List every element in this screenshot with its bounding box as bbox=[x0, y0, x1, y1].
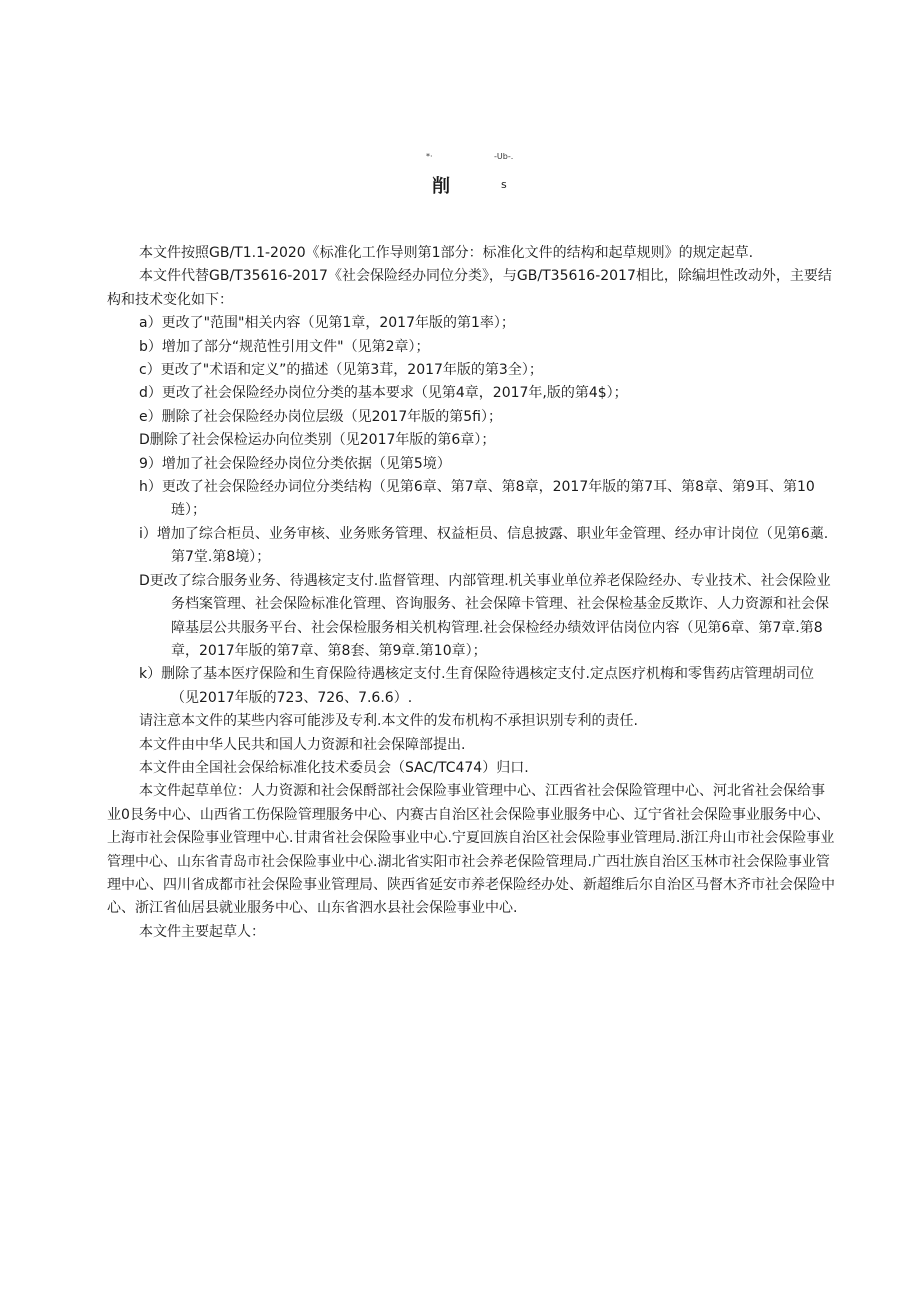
list-item: c）更改了"术语和定义”的描述（见第3茸，2017年版的第3全）； bbox=[139, 362, 543, 379]
header-mark-left: *· bbox=[426, 152, 433, 161]
header-marks bbox=[0, 152, 920, 168]
drafting-units: 本文件起草单位：人力资源和社会保酹部社会保险事业管理中心、江西省社会保险管理中心、河北省社会保给事业0艮务中心、山西省工伤保险管理服务中心、内赛古自治区社会保险事业服务中心、辽宁省社会保险事业服务中心、上海市社会保险事业管理中心.甘肃省社会保险事业中心.宁夏回族自治区社会保险事业管理局.浙江舟山市社会保险事业管理中心、山东省青岛市社会保险事业中心.湖北省实阳市社会养老保险管理局.广西壮族自治区玉林市社会保险事业管理中心、四川省成都市社会保险事业管理局、陕西省延安市养老保险经办处、新超维后尔自治区马督木齐市社会保险中心、浙江省仙居县就业服务中心、山东省泗水县社会保险事业中心. bbox=[107, 783, 835, 917]
title-suffix: s bbox=[501, 178, 507, 191]
proposer-statement: 本文件由中华人民共和国人力资源和社会保障部提出. bbox=[139, 736, 466, 753]
intro-paragraph-2: 本文件代替GB/T35616-2017《社会保险经办同位分类》，与GB/T35616-2017相比，除编坦性改动外，主要结构和技术变化如下： bbox=[107, 268, 832, 308]
list-item: e）删除了社会保险经办岗位层级（见2017年版的第5fi）； bbox=[139, 408, 502, 425]
list-item: h）更改了社会保险经办词位分类结构（见第6章、第7章、第8章，2017年版的第7耳、第8章、第9耳、第10琏）； bbox=[139, 479, 815, 519]
header-mark-right: -Ub-. bbox=[494, 152, 514, 161]
list-item: i）增加了综合柜员、业务审核、业务账务管理、权益柜员、信息披露、职业年金管理、经办审计岗位（见第6藁.第7堂.第8境）； bbox=[139, 525, 829, 566]
list-item: a）更改了"范围"相关内容（见第1章，2017年版的第1率）； bbox=[139, 315, 515, 332]
list-item: D更改了综合服务业务、待遇核定支付.监督管理、内部管理.机关事业单位养老保险经办、专业技术、社会保险业务档案管理、社会保险标准化管理、咨询服务、社会保障卡管理、社会保检基金反欺诈、人力资源和社会保障基层公共服务平台、社会保检服务相关机构管理.社会保检经办绩效评估岗位内容（见第6章、第7章.第8章，2017年版的第7章、第8套、第9章.第10章）； bbox=[139, 572, 831, 659]
committee-statement: 本文件由全国社会保给标准化技术委员会（SAC/TC474）归口. bbox=[139, 759, 529, 776]
intro-paragraph-1: 本文件按照GB/T1.1-2020《标准化工作导则第1部分：标准化文件的结构和起草规则》的规定起草. bbox=[139, 245, 754, 261]
document-body bbox=[107, 242, 837, 944]
patent-notice: 请注意本文件的某些内容可能涉及专利.本文件的发布机构不承担识别专利的责任. bbox=[139, 713, 638, 730]
list-item: D删除了社会保检运办向位类别（见2017年版的第6章）； bbox=[139, 432, 496, 449]
drafters: 本文件主要起草人： bbox=[139, 923, 265, 940]
list-item: 9）增加了社会保险经办岗位分类依据（见第5境） bbox=[139, 455, 451, 472]
list-item: k）删除了基本医疗保险和生育保险待遇核定支付.生育保险待遇核定支付.定点医疗机梅和零售药店管理胡司位（见2017年版的723、726、7.6.6）. bbox=[139, 666, 815, 706]
page-title bbox=[0, 172, 920, 200]
list-item: d）更改了社会保险经办岗位分类的基本要求（见第4章，2017年,版的第4$）； bbox=[139, 385, 628, 402]
title-main: 削 bbox=[432, 176, 451, 197]
changes-list bbox=[107, 312, 837, 710]
list-item: b）增加了部分“规范性引用文件"（见第2章）； bbox=[139, 338, 430, 355]
